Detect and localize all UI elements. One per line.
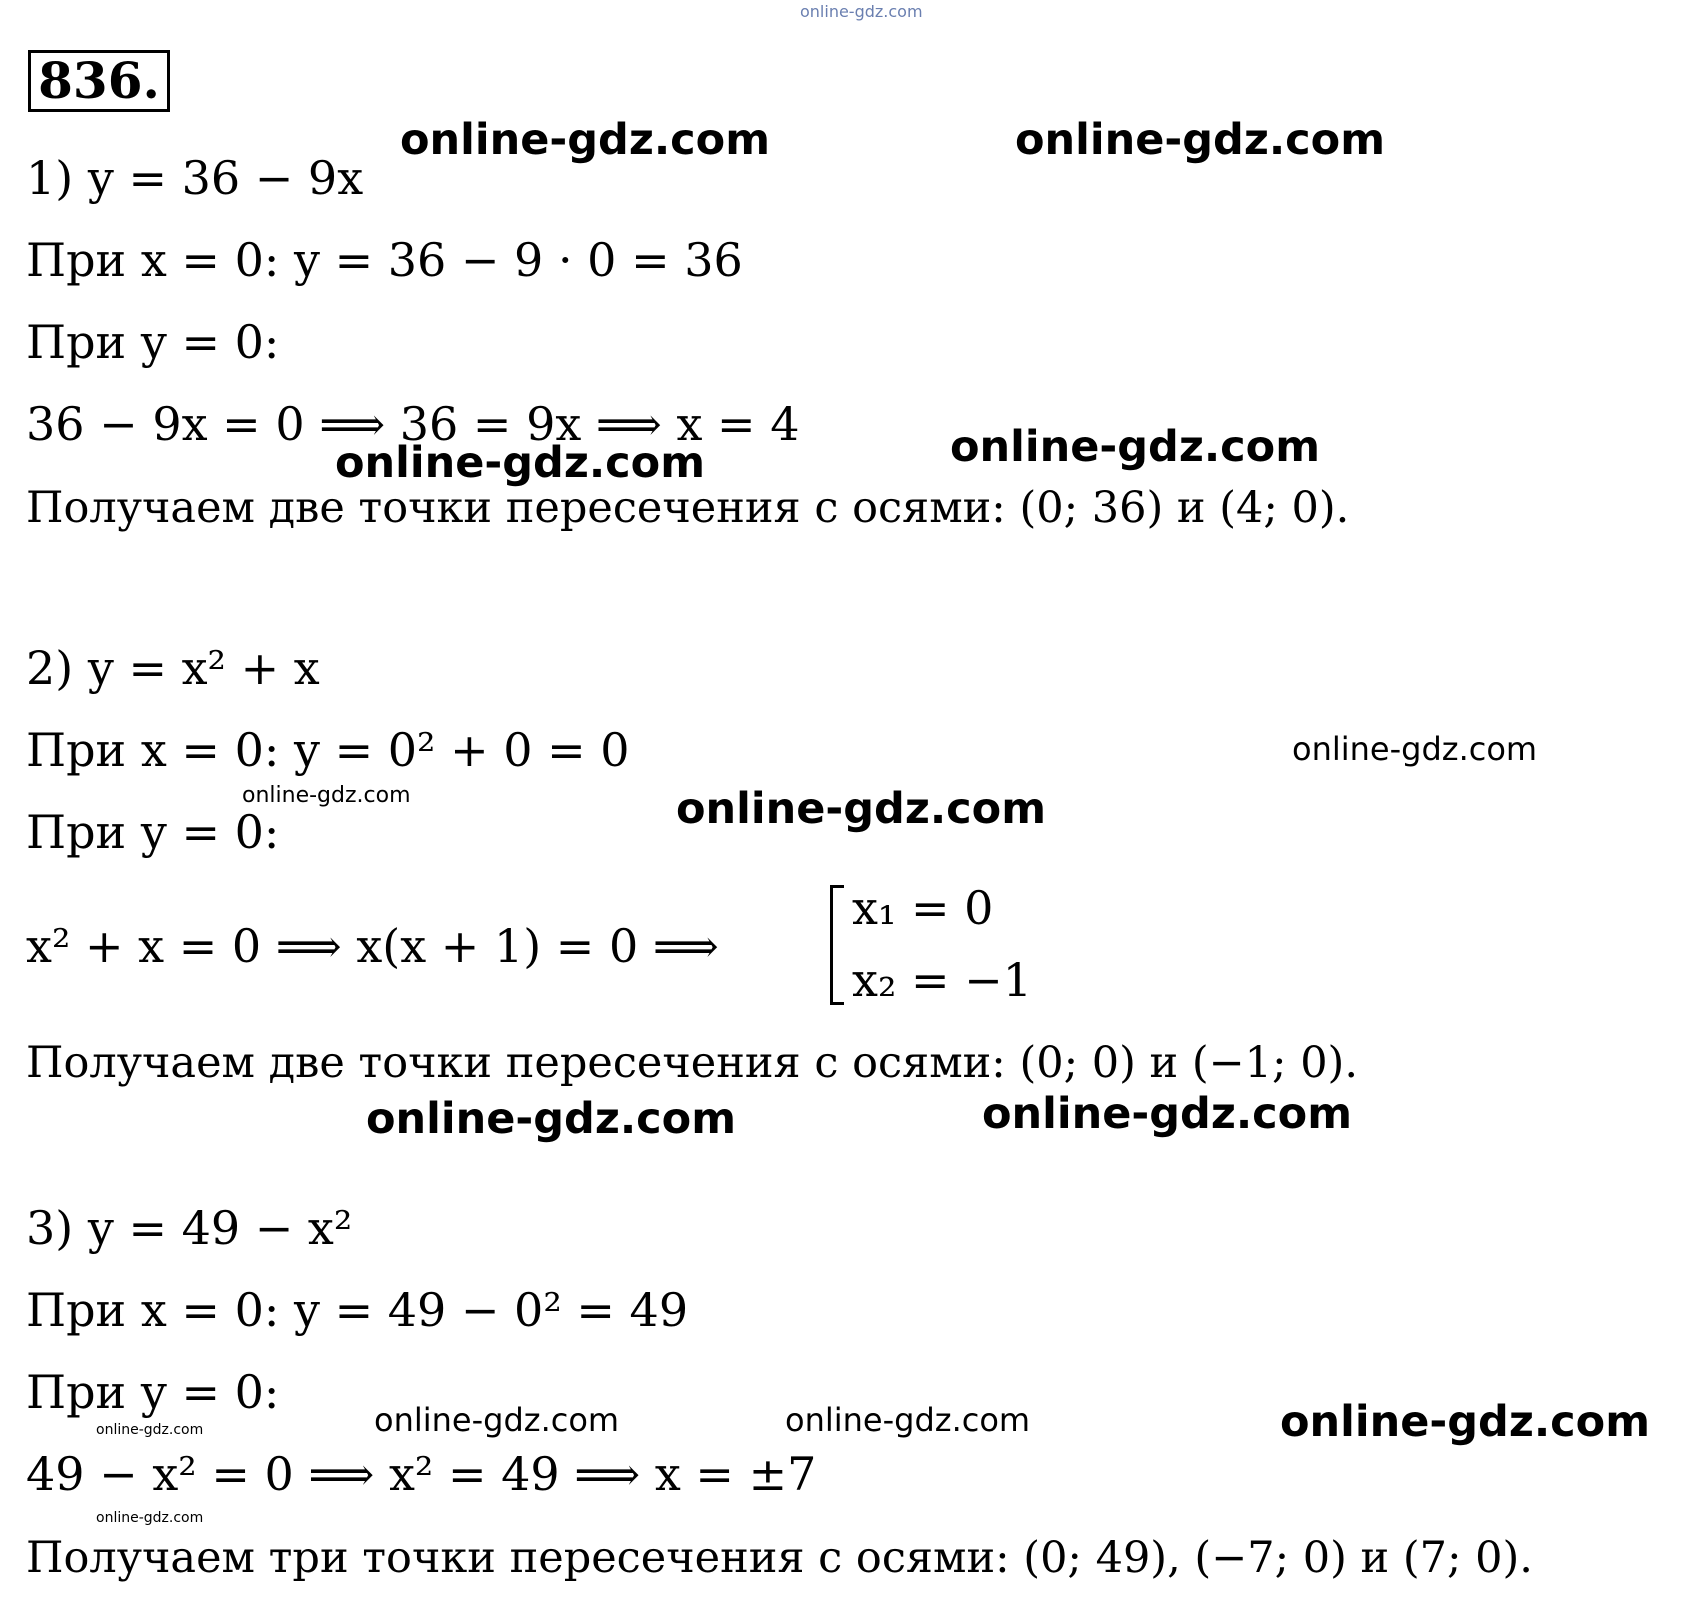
- part3-line-x0: При x = 0: y = 49 − 0² = 49: [26, 1283, 689, 1337]
- part1-line-y0: При y = 0:: [26, 315, 280, 369]
- part3-result: Получаем три точки пересечения с осями: (0; 49), (−7; 0) и (7; 0).: [26, 1533, 1533, 1583]
- part1-title: 1) y = 36 − 9x: [26, 151, 364, 205]
- watermark: online-gdz.com: [366, 1094, 737, 1144]
- watermark: online-gdz.com: [242, 783, 411, 808]
- watermark: online-gdz.com: [374, 1401, 620, 1439]
- watermark: online-gdz.com: [785, 1401, 1031, 1439]
- watermark: online-gdz.com: [96, 1510, 204, 1526]
- part2-root1: x₁ = 0: [852, 881, 994, 935]
- part2-solve: x² + x = 0 ⟹ x(x + 1) = 0 ⟹: [26, 919, 719, 973]
- watermark: online-gdz.com: [1015, 115, 1386, 165]
- part3-line-y0: При y = 0:: [26, 1365, 280, 1419]
- part1-solve: 36 − 9x = 0 ⟹ 36 = 9x ⟹ x = 4: [26, 397, 800, 451]
- watermark: online-gdz.com: [1292, 730, 1538, 768]
- part3-solve: 49 − x² = 0 ⟹ x² = 49 ⟹ x = ±7: [26, 1447, 817, 1501]
- part2-line-x0: При x = 0: y = 0² + 0 = 0: [26, 723, 630, 777]
- system-bracket: [830, 885, 844, 1005]
- watermark: online-gdz.com: [950, 422, 1321, 472]
- part1-result: Получаем две точки пересечения с осями: (0; 36) и (4; 0).: [26, 483, 1350, 533]
- watermark: online-gdz.com: [96, 1422, 204, 1438]
- watermark: online-gdz.com: [335, 438, 706, 488]
- part1-line-x0: При x = 0: y = 36 − 9 · 0 = 36: [26, 233, 743, 287]
- problem-number: 836.: [28, 50, 170, 112]
- part2-root2: x₂ = −1: [852, 953, 1032, 1007]
- part2-line-y0: При y = 0:: [26, 805, 280, 859]
- part3-title: 3) y = 49 − x²: [26, 1201, 353, 1255]
- watermark: online-gdz.com: [676, 784, 1047, 834]
- watermark: online-gdz.com: [982, 1089, 1353, 1139]
- watermark-top: online-gdz.com: [800, 2, 923, 21]
- watermark: online-gdz.com: [400, 115, 771, 165]
- part2-title: 2) y = x² + x: [26, 641, 320, 695]
- part2-result: Получаем две точки пересечения с осями: (0; 0) и (−1; 0).: [26, 1038, 1358, 1088]
- watermark: online-gdz.com: [1280, 1397, 1651, 1447]
